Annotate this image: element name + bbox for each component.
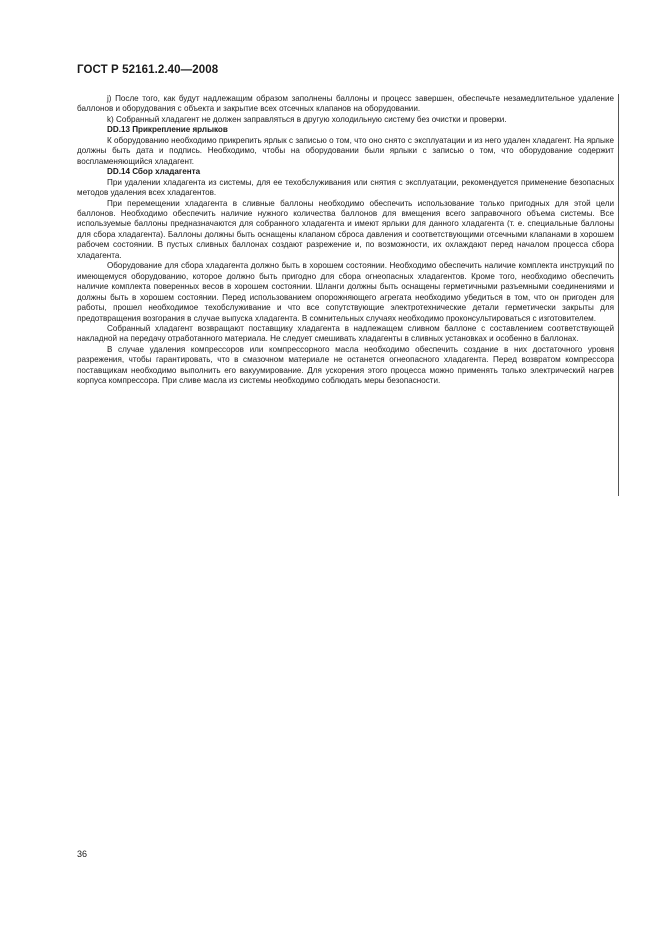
paragraph: При удалении хладагента из системы, для ее техобслуживания или снятия с эксплуатации, рекомендуется применение безопасных методов удаления всех хладагентов. (77, 177, 614, 198)
revision-bar (618, 94, 619, 496)
list-item-j: j) После того, как будут надлежащим образом заполнены баллоны и процесс завершен, обеспечьте незамедлительное удаление баллонов и оборудования с объекта и закрытие всех отсечных клапанов на оборудовании. (77, 94, 614, 114)
paragraph: В случае удаления компрессоров или компрессорного масла необходимо обеспечить создание в них достаточного уровня разрежения, чтобы гарантировать, что в смазочном материале не останется огнеопасного хладагента. Перед возвратом компрессора поставщикам необходимо выполнить его вакуумирование. Для ускорения этого процесса можно применять только электрический нагрев корпуса компрессора. При сливе масла из системы необходимо соблюдать меры безопасности. (77, 344, 614, 386)
document-body (77, 94, 614, 387)
paragraph: К оборудованию необходимо прикрепить ярлык с записью о том, что оно снято с эксплуатации и из него удален хладагент. На ярлыке должны быть дата и подпись. Необходимо, чтобы на оборудовании были ярлыки с записью о том, что оборудование содержит воспламеняющийся хладагент. (77, 135, 614, 166)
list-item-k: k) Собранный хладагент не должен заправляться в другую холодильную систему без очистки и проверки. (107, 114, 507, 124)
page-number: 36 (77, 849, 88, 859)
paragraph: При перемещении хладагента в сливные баллоны необходимо обеспечить использование только пригодных для этой цели баллонов. Необходимо обеспечить наличие нужного количества баллонов для вмещения всего заправочного объема системы. Все используемые баллоны предназначаются для собранного хладагента и имеют ярлыки для данного хладагента (т. е. специальные баллоны для сбора хладагента). Баллоны должны быть оснащены клапаном сброса давления и соответствующими отсечными клапанами в хорошем рабочем состоянии. В пустых сливных баллонах создают разрежение и, по возможности, их охлаждают перед началом процесса сбора хладагента. (77, 198, 614, 260)
paragraph: Оборудование для сбора хладагента должно быть в хорошем состоянии. Необходимо обеспечить наличие комплекта инструкций по имеющемуся оборудованию, которое должно быть пригодно для сбора огнеопасных хладагентов. Кроме того, необходимо обеспечить наличие комплекта поверенных весов в хорошем состоянии. Шланги должны быть оснащены герметичными разъемными соединениями и должны быть в хорошем состоянии. Перед использованием опорожняющего агрегата необходимо убедиться в том, что он пригоден для работы, прошел необходимое техобслуживание и что все сопутствующие электротехнические детали герметически закрыты для предотвращения возгорания в случае выпуска хладагента. В сомнительных случаях необходимо проконсультироваться с изготовителем. (77, 261, 614, 323)
section-heading-dd13: DD.13 Прикрепление ярлыков (107, 125, 228, 135)
paragraph: Собранный хладагент возвращают поставщику хладагента в надлежащем сливном баллоне с составлением соответствующей накладной на передачу отработанного материала. Не следует смешивать хладагенты в сливных установках и особенно в баллонах. (77, 323, 614, 344)
document-header: ГОСТ Р 52161.2.40—2008 (77, 64, 219, 76)
section-heading-dd14: DD.14 Сбор хладагента (107, 167, 201, 177)
